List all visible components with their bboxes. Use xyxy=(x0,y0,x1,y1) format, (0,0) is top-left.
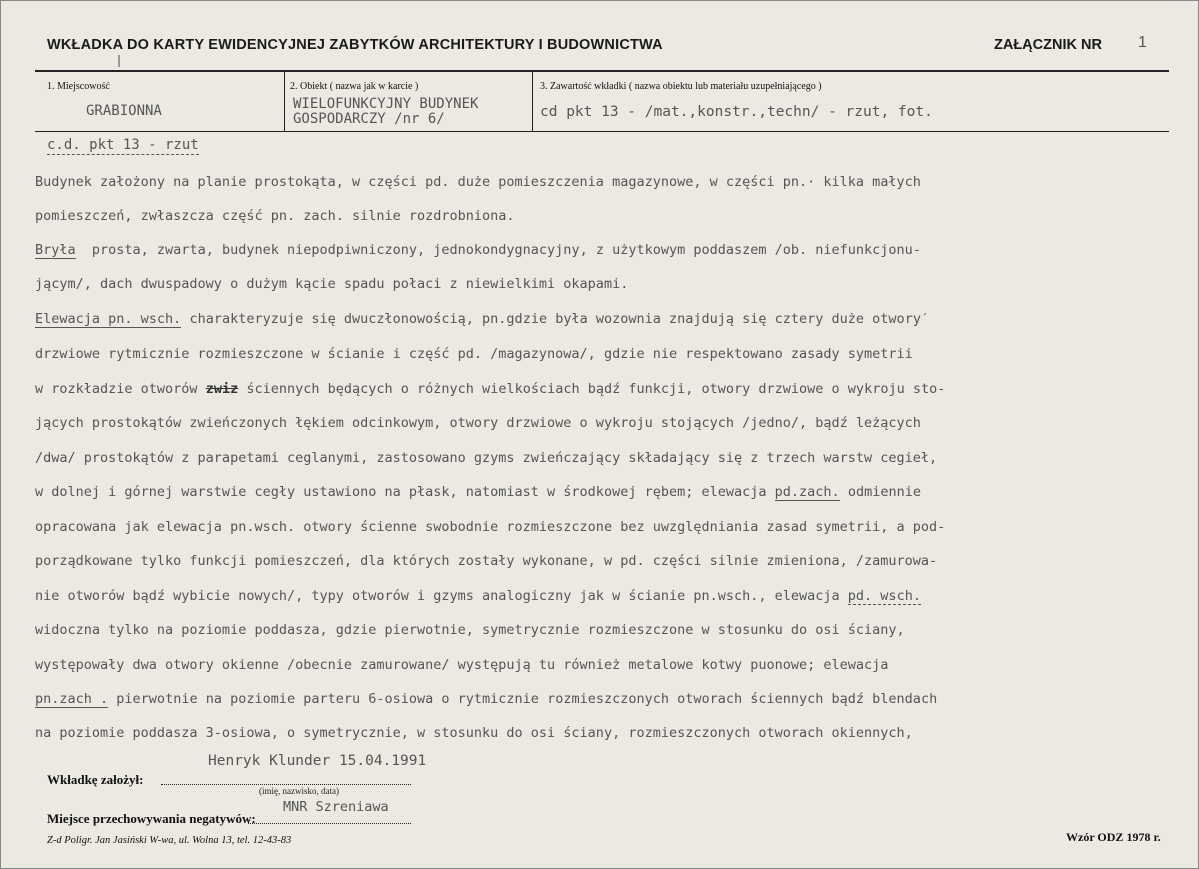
text-line: porządkowane tylko funkcji pomieszczeń, dla których zostały wykonane, w pd. części silnie zmieniona, /zamurowa- xyxy=(35,553,938,569)
locality-value: GRABIONNA xyxy=(86,103,162,119)
form-title: WKŁADKA DO KARTY EWIDENCYJNEJ ZABYTKÓW ARCHITEKTURY I BUDOWNICTWA xyxy=(47,37,663,53)
locality-label: 1. Miejscowość xyxy=(47,81,110,92)
column-divider-2 xyxy=(532,72,533,131)
appendix-number: 1 xyxy=(1138,34,1147,51)
text-line: występowały dwa otwory okienne /obecnie zamurowane/ występują tu również metalowe kotwy puonowe; elewacja xyxy=(35,657,889,673)
content-value: cd pkt 13 - /mat.,konstr.,techn/ - rzut, fot. xyxy=(540,104,933,120)
storage-typed: MNR Szreniawa xyxy=(283,799,389,815)
text-run: prosta, zwarta, budynek niepodpiwniczony, jednokondygnacyjny, z użytkowym poddaszem /ob. niefunkcjonu- xyxy=(91,242,921,258)
content-label: 3. Zawartość wkładki ( nazwa obiektu lub materiału uzupełniającego ) xyxy=(540,81,822,92)
term-pdzach: pd.zach. xyxy=(774,484,840,500)
text-line xyxy=(35,242,1175,258)
object-value-line2: GOSPODARCZY /nr 6/ xyxy=(293,111,445,127)
text-run: w rozkładzie otworów xyxy=(35,381,198,397)
pen-mark xyxy=(118,55,120,67)
text-line: jącym/, dach dwuspadowy o dużym kącie spadu połaci z niewielkimi okapami. xyxy=(35,276,629,292)
author-sublabel: (imię, nazwisko, data) xyxy=(259,786,339,796)
section-heading: c.d. pkt 13 - rzut xyxy=(47,137,199,153)
term-pnzach: pn.zach . xyxy=(35,691,109,707)
text-line: widoczna tylko na poziomie poddasza, gdzie pierwotnie, symetrycznie rozmieszczone w stosunku do osi ściany, xyxy=(35,622,905,638)
text-line xyxy=(35,484,1175,500)
printer-imprint: Z-d Poligr. Jan Jasiński W-wa, ul. Wolna 13, tel. 12-43-83 xyxy=(47,835,292,846)
storage-dotted-line xyxy=(248,823,411,824)
author-dotted-line xyxy=(161,784,411,785)
object-label: 2. Obiekt ( nazwa jak w karcie ) xyxy=(290,81,419,92)
form-model: Wzór ODZ 1978 r. xyxy=(1066,830,1161,844)
appendix-label: ZAŁĄCZNIK NR xyxy=(994,37,1102,53)
text-line: jących prostokątów zwieńczonych łękiem odcinkowym, otwory drzwiowe o wykroju stojących /jedno/, bądź leżących xyxy=(35,415,921,431)
term-pdwsch: pd. wsch. xyxy=(847,588,921,604)
storage-label: Miejsce przechowywania negatywów: xyxy=(47,811,256,826)
fields-rule xyxy=(35,131,1169,132)
text-run: odmiennie xyxy=(847,484,921,500)
text-line xyxy=(35,381,1175,397)
term-bryla: Bryła xyxy=(35,242,76,258)
author-typed: Henryk Klunder 15.04.1991 xyxy=(208,753,427,769)
term-elewacja-pnwsch: Elewacja pn. wsch. xyxy=(35,311,182,327)
text-line xyxy=(35,691,1175,707)
author-label: Wkładkę założył: xyxy=(47,772,144,787)
struck-word: zwiz xyxy=(205,381,239,397)
text-run: charakteryzuje się dwuczłonowością, pn.gdzie była wozownia znajdują się cztery duże otwory′ xyxy=(189,311,930,327)
top-rule xyxy=(35,70,1169,72)
text-line: pomieszczeń, zwłaszcza część pn. zach. silnie rozdrobniona. xyxy=(35,208,515,224)
text-run: w dolnej i górnej warstwie cegły ustawiono na płask, natomiast w środkowej rębem; elewacja xyxy=(35,484,767,500)
text-run: nie otworów bądź wybicie nowych/, typy otworów i gzyms analogiczny jak w ścianie pn.wsch., elewacja xyxy=(35,588,840,604)
text-line: drzwiowe rytmicznie rozmieszczone w ścianie i część pd. /magazynowa/, gdzie nie respektowano zasady symetrii xyxy=(35,346,913,362)
text-line: opracowana jak elewacja pn.wsch. otwory ścienne swobodnie rozmieszczone bez uwzględniania zasad symetrii, a pod- xyxy=(35,519,946,535)
text-line: Budynek założony na planie prostokąta, w części pd. duże pomieszczenia magazynowe, w części pn.· kilka małych xyxy=(35,174,921,190)
column-divider-1 xyxy=(284,72,285,131)
text-line xyxy=(35,311,1175,327)
object-value-line1: WIELOFUNKCYJNY BUDYNEK xyxy=(293,96,479,112)
text-run: pierwotnie na poziomie parteru 6-osiowa o rytmicznie rozmieszczonych otworach ściennych bądź blendach xyxy=(116,691,938,707)
text-run: ściennych będących o różnych wielkościach bądź funkcji, otwory drzwiowe o wykroju sto- xyxy=(246,381,946,397)
text-line: na poziomie poddasza 3-osiowa, o symetrycznie, w stosunku do osi ściany, rozmieszczonych otworach okiennych, xyxy=(35,725,913,741)
text-line xyxy=(35,588,1175,604)
text-line: /dwa/ prostokątów z parapetami ceglanymi, zastosowano gzyms zwieńczający składający się z trzech warstw cegieł, xyxy=(35,450,938,466)
